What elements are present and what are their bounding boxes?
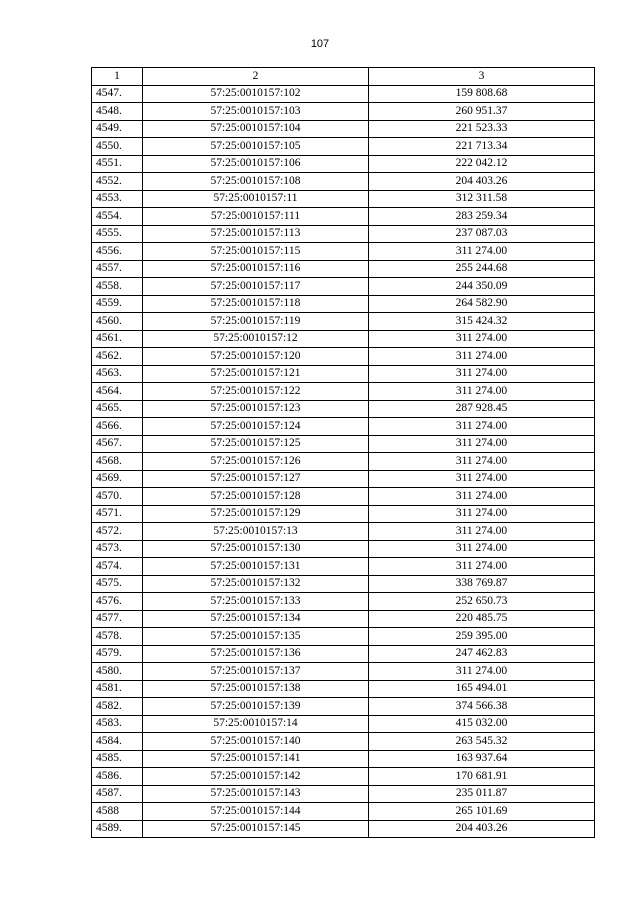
table-row	[92, 593, 595, 611]
cadastral-number: 57:25:0010157:123	[143, 400, 369, 418]
table-row	[92, 610, 595, 628]
row-number: 4559.	[92, 295, 143, 313]
table-row	[92, 138, 595, 156]
cadastral-number: 57:25:0010157:121	[143, 365, 369, 383]
cadastral-value: 220 485.75	[369, 610, 595, 628]
row-number: 4571.	[92, 505, 143, 523]
row-number: 4563.	[92, 365, 143, 383]
cadastral-number: 57:25:0010157:141	[143, 750, 369, 768]
cadastral-value: 170 681.91	[369, 768, 595, 786]
cadastral-number: 57:25:0010157:105	[143, 138, 369, 156]
table-row	[92, 558, 595, 576]
table-row	[92, 120, 595, 138]
cadastral-number: 57:25:0010157:145	[143, 820, 369, 838]
row-number: 4560.	[92, 313, 143, 331]
row-number: 4562.	[92, 348, 143, 366]
cadastral-value: 283 259.34	[369, 208, 595, 226]
table-row	[92, 470, 595, 488]
cadastral-value: 235 011.87	[369, 785, 595, 803]
table-row	[92, 733, 595, 751]
table-row	[92, 260, 595, 278]
cadastral-value: 259 395.00	[369, 628, 595, 646]
cadastral-value: 159 808.68	[369, 85, 595, 103]
cadastral-number: 57:25:0010157:133	[143, 593, 369, 611]
row-number: 4565.	[92, 400, 143, 418]
row-number: 4578.	[92, 628, 143, 646]
table-row	[92, 645, 595, 663]
row-number: 4552.	[92, 173, 143, 191]
table-row	[92, 208, 595, 226]
cadastral-value: 252 650.73	[369, 593, 595, 611]
cadastral-value: 311 274.00	[369, 505, 595, 523]
cadastral-number: 57:25:0010157:104	[143, 120, 369, 138]
table-row	[92, 715, 595, 733]
cadastral-value: 311 274.00	[369, 365, 595, 383]
row-number: 4575.	[92, 575, 143, 593]
row-number: 4570.	[92, 488, 143, 506]
cadastral-value: 260 951.37	[369, 103, 595, 121]
cadastral-value: 374 566.38	[369, 698, 595, 716]
row-number: 4561.	[92, 330, 143, 348]
cadastral-number: 57:25:0010157:103	[143, 103, 369, 121]
cadastral-value: 311 274.00	[369, 663, 595, 681]
table-row	[92, 295, 595, 313]
cadastral-number: 57:25:0010157:138	[143, 680, 369, 698]
row-number: 4583.	[92, 715, 143, 733]
table-row	[92, 453, 595, 471]
cadastral-value: 247 462.83	[369, 645, 595, 663]
table-header-row	[92, 68, 595, 86]
column-header-1: 1	[92, 68, 143, 86]
cadastral-number: 57:25:0010157:136	[143, 645, 369, 663]
table-row	[92, 400, 595, 418]
cadastral-number: 57:25:0010157:135	[143, 628, 369, 646]
row-number: 4548.	[92, 103, 143, 121]
table-row	[92, 225, 595, 243]
cadastral-number: 57:25:0010157:115	[143, 243, 369, 261]
cadastral-value: 221 713.34	[369, 138, 595, 156]
table-row	[92, 103, 595, 121]
cadastral-value: 311 274.00	[369, 558, 595, 576]
cadastral-value: 311 274.00	[369, 453, 595, 471]
row-number: 4574.	[92, 558, 143, 576]
cadastral-number: 57:25:0010157:11	[143, 190, 369, 208]
cadastral-value: 163 937.64	[369, 750, 595, 768]
row-number: 4549.	[92, 120, 143, 138]
table-row	[92, 785, 595, 803]
table-row	[92, 768, 595, 786]
cadastral-value: 221 523.33	[369, 120, 595, 138]
cadastral-number: 57:25:0010157:137	[143, 663, 369, 681]
row-number: 4567.	[92, 435, 143, 453]
table-row	[92, 313, 595, 331]
cadastral-number: 57:25:0010157:127	[143, 470, 369, 488]
cadastral-value: 264 582.90	[369, 295, 595, 313]
table-row	[92, 803, 595, 821]
row-number: 4587.	[92, 785, 143, 803]
cadastral-number: 57:25:0010157:144	[143, 803, 369, 821]
cadastral-number: 57:25:0010157:118	[143, 295, 369, 313]
table-row	[92, 365, 595, 383]
table-row	[92, 330, 595, 348]
cadastral-number: 57:25:0010157:116	[143, 260, 369, 278]
cadastral-number: 57:25:0010157:111	[143, 208, 369, 226]
table-row	[92, 243, 595, 261]
column-header-3: 3	[369, 68, 595, 86]
row-number: 4566.	[92, 418, 143, 436]
row-number: 4550.	[92, 138, 143, 156]
table-row	[92, 663, 595, 681]
cadastral-value: 237 087.03	[369, 225, 595, 243]
table-row	[92, 680, 595, 698]
cadastral-value: 263 545.32	[369, 733, 595, 751]
cadastral-value: 311 274.00	[369, 540, 595, 558]
table-row	[92, 750, 595, 768]
cadastral-value: 338 769.87	[369, 575, 595, 593]
cadastral-value: 311 274.00	[369, 470, 595, 488]
cadastral-number: 57:25:0010157:140	[143, 733, 369, 751]
table-row	[92, 383, 595, 401]
cadastral-number: 57:25:0010157:125	[143, 435, 369, 453]
cadastral-number: 57:25:0010157:122	[143, 383, 369, 401]
cadastral-value: 311 274.00	[369, 435, 595, 453]
row-number: 4573.	[92, 540, 143, 558]
row-number: 4577.	[92, 610, 143, 628]
row-number: 4555.	[92, 225, 143, 243]
cadastral-value: 311 274.00	[369, 243, 595, 261]
cadastral-value: 311 274.00	[369, 523, 595, 541]
cadastral-number: 57:25:0010157:129	[143, 505, 369, 523]
cadastral-value: 204 403.26	[369, 173, 595, 191]
row-number: 4569.	[92, 470, 143, 488]
cadastral-value: 165 494.01	[369, 680, 595, 698]
cadastral-number: 57:25:0010157:12	[143, 330, 369, 348]
cadastral-number: 57:25:0010157:139	[143, 698, 369, 716]
row-number: 4558.	[92, 278, 143, 296]
row-number: 4584.	[92, 733, 143, 751]
table-row	[92, 628, 595, 646]
row-number: 4582.	[92, 698, 143, 716]
row-number: 4585.	[92, 750, 143, 768]
row-number: 4572.	[92, 523, 143, 541]
row-number: 4580.	[92, 663, 143, 681]
cadastral-number: 57:25:0010157:13	[143, 523, 369, 541]
row-number: 4581.	[92, 680, 143, 698]
cadastral-value: 204 403.26	[369, 820, 595, 838]
cadastral-value: 312 311.58	[369, 190, 595, 208]
cadastral-number: 57:25:0010157:132	[143, 575, 369, 593]
cadastral-number: 57:25:0010157:131	[143, 558, 369, 576]
table-row	[92, 505, 595, 523]
cadastral-number: 57:25:0010157:119	[143, 313, 369, 331]
cadastral-value: 415 032.00	[369, 715, 595, 733]
cadastral-value: 311 274.00	[369, 418, 595, 436]
row-number: 4557.	[92, 260, 143, 278]
cadastral-value: 311 274.00	[369, 348, 595, 366]
table-row	[92, 575, 595, 593]
cadastral-value: 311 274.00	[369, 330, 595, 348]
table-row	[92, 348, 595, 366]
table-row	[92, 155, 595, 173]
cadastral-number: 57:25:0010157:143	[143, 785, 369, 803]
cadastral-number: 57:25:0010157:128	[143, 488, 369, 506]
cadastral-number: 57:25:0010157:108	[143, 173, 369, 191]
row-number: 4556.	[92, 243, 143, 261]
row-number: 4551.	[92, 155, 143, 173]
cadastral-number: 57:25:0010157:120	[143, 348, 369, 366]
table-body	[92, 85, 595, 838]
row-number: 4588	[92, 803, 143, 821]
cadastral-value: 265 101.69	[369, 803, 595, 821]
table-row	[92, 85, 595, 103]
page-number: 107	[310, 38, 330, 50]
table-row	[92, 173, 595, 191]
table-row	[92, 820, 595, 838]
cadastral-number: 57:25:0010157:142	[143, 768, 369, 786]
cadastral-number: 57:25:0010157:102	[143, 85, 369, 103]
row-number: 4579.	[92, 645, 143, 663]
row-number: 4553.	[92, 190, 143, 208]
cadastral-value: 311 274.00	[369, 383, 595, 401]
cadastre-table	[91, 67, 595, 838]
cadastral-number: 57:25:0010157:126	[143, 453, 369, 471]
cadastral-value: 222 042.12	[369, 155, 595, 173]
table-row	[92, 523, 595, 541]
cadastral-number: 57:25:0010157:134	[143, 610, 369, 628]
row-number: 4586.	[92, 768, 143, 786]
row-number: 4568.	[92, 453, 143, 471]
row-number: 4564.	[92, 383, 143, 401]
row-number: 4576.	[92, 593, 143, 611]
cadastral-value: 255 244.68	[369, 260, 595, 278]
cadastral-number: 57:25:0010157:14	[143, 715, 369, 733]
cadastral-value: 244 350.09	[369, 278, 595, 296]
table-row	[92, 278, 595, 296]
cadastral-number: 57:25:0010157:113	[143, 225, 369, 243]
row-number: 4547.	[92, 85, 143, 103]
row-number: 4554.	[92, 208, 143, 226]
row-number: 4589.	[92, 820, 143, 838]
table-row	[92, 698, 595, 716]
table-row	[92, 488, 595, 506]
table-row	[92, 418, 595, 436]
column-header-2: 2	[143, 68, 369, 86]
cadastral-number: 57:25:0010157:117	[143, 278, 369, 296]
table-row	[92, 190, 595, 208]
table-row	[92, 435, 595, 453]
cadastral-value: 287 928.45	[369, 400, 595, 418]
cadastral-number: 57:25:0010157:124	[143, 418, 369, 436]
cadastral-number: 57:25:0010157:106	[143, 155, 369, 173]
cadastral-number: 57:25:0010157:130	[143, 540, 369, 558]
cadastral-value: 315 424.32	[369, 313, 595, 331]
cadastral-value: 311 274.00	[369, 488, 595, 506]
table-row	[92, 540, 595, 558]
